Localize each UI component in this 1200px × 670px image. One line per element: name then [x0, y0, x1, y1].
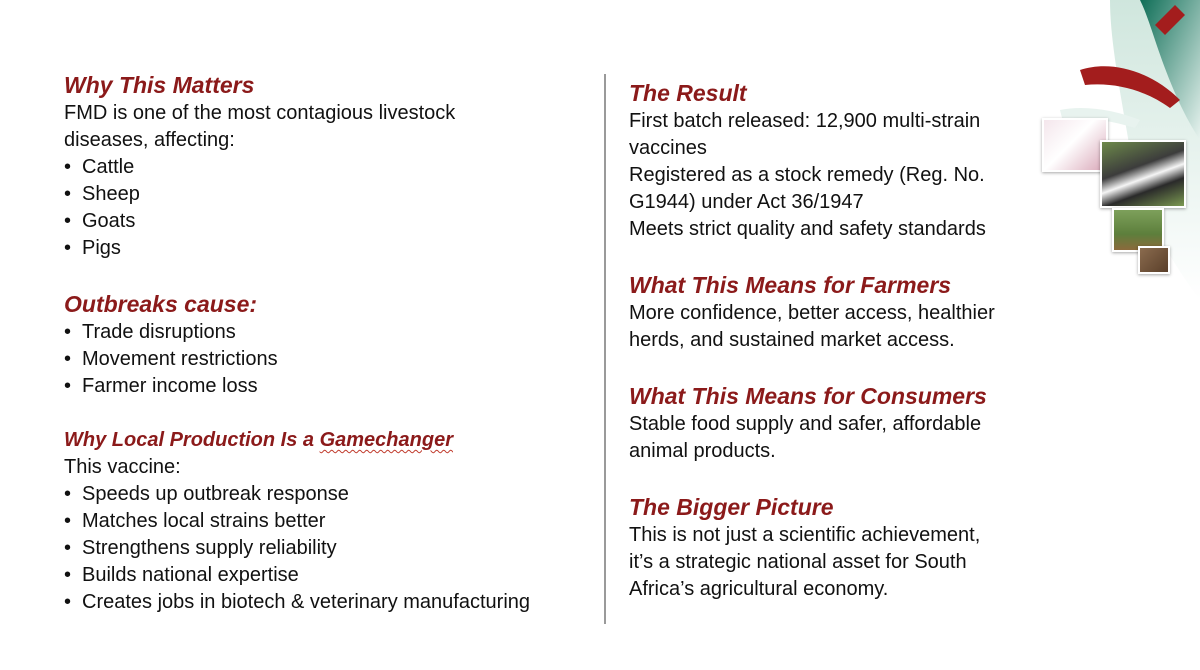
photo-animal — [1138, 246, 1170, 274]
list-item: • Goats — [64, 208, 594, 235]
list-item: • Matches local strains better — [64, 508, 594, 535]
bigger-picture-line: Africa’s agricultural economy. — [629, 578, 889, 600]
right-column — [629, 78, 1059, 603]
list-item: • Pigs — [64, 235, 594, 262]
result-line: Registered as a stock remedy (Reg. No. — [629, 164, 985, 186]
local-production-heading-prefix: Why Local Production Is a — [64, 429, 320, 451]
result-line: Meets strict quality and safety standards — [629, 218, 986, 240]
consumers-line: Stable food supply and safer, affordable — [629, 413, 982, 435]
consumers-line: animal products. — [629, 440, 776, 462]
local-production-intro: This vaccine: — [64, 456, 181, 478]
bigger-picture-line: This is not just a scientific achievement, — [629, 524, 981, 546]
farmers-heading: What This Means for Farmers — [629, 272, 952, 298]
list-item: • Trade disruptions — [64, 319, 594, 346]
list-item: • Creates jobs in biotech & veterinary manufacturing — [64, 589, 594, 616]
farmers-line: More confidence, better access, healthier — [629, 302, 995, 324]
vaccine-benefits-list — [64, 481, 594, 616]
why-matters-intro-line2: diseases, affecting: — [64, 129, 235, 151]
bigger-picture-line: it’s a strategic national asset for South — [629, 551, 967, 573]
list-item: • Sheep — [64, 181, 594, 208]
result-line: G1944) under Act 36/1947 — [629, 191, 864, 213]
list-item: • Speeds up outbreak response — [64, 481, 594, 508]
outbreaks-heading: Outbreaks cause: — [64, 291, 258, 317]
bigger-picture-heading: The Bigger Picture — [629, 494, 834, 520]
list-item: • Farmer income loss — [64, 373, 594, 400]
why-matters-heading: Why This Matters — [64, 72, 255, 98]
photo-cattle — [1100, 140, 1186, 208]
list-item: • Strengthens supply reliability — [64, 535, 594, 562]
left-column — [64, 70, 594, 616]
result-line: First batch released: 12,900 multi-strain — [629, 110, 981, 132]
affected-livestock-list — [64, 154, 594, 262]
why-matters-intro-line1: FMD is one of the most contagious livestock — [64, 102, 456, 124]
result-line: vaccines — [629, 137, 707, 159]
outbreak-effects-list — [64, 319, 594, 400]
result-heading: The Result — [629, 80, 747, 106]
local-production-heading-word: Gamechanger — [319, 429, 453, 451]
list-item: • Builds national expertise — [64, 562, 594, 589]
farmers-line: herds, and sustained market access. — [629, 329, 955, 351]
local-production-heading — [64, 427, 594, 454]
consumers-heading: What This Means for Consumers — [629, 383, 987, 409]
list-item: • Movement restrictions — [64, 346, 594, 373]
column-divider — [604, 74, 606, 624]
list-item: • Cattle — [64, 154, 594, 181]
